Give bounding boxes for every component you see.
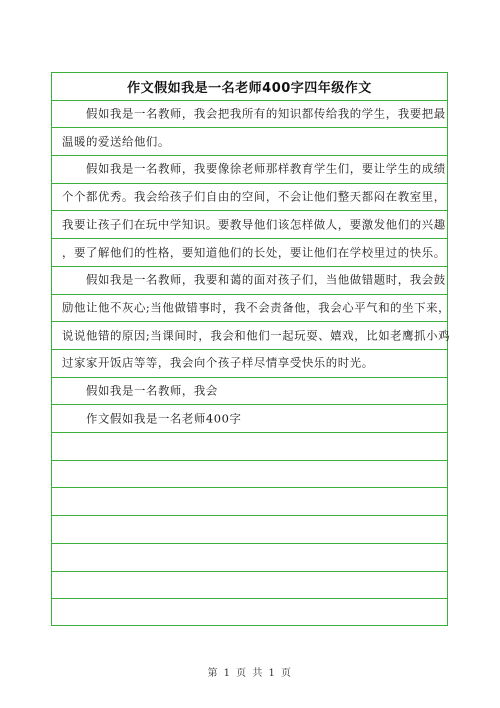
essay-line xyxy=(52,101,447,129)
essay-line-text: 个个都优秀。我会给孩子们自由的空间，不会让他们整天都闷在教室里， xyxy=(62,189,446,204)
essay-line-text: 励他让他不灰心;当他做错事时，我不会责备他，我会心平气和的坐下来， xyxy=(62,300,451,315)
document-title: 作文假如我是一名老师400字四年级作文 xyxy=(127,80,372,96)
essay-line xyxy=(52,350,447,378)
essay-line-text: 过家家开饭店等等，我会向个孩子样尽情享受快乐的时光。 xyxy=(62,356,374,371)
essay-line xyxy=(52,267,447,295)
essay-line-text: 假如我是一名教师，我会把我所有的知识都传给我的学生，我要把最 xyxy=(86,106,446,121)
essay-line-text: 温暖的爱送给他们。 xyxy=(62,134,170,149)
essay-line xyxy=(52,295,451,323)
essay-line xyxy=(52,322,451,350)
essay-line xyxy=(52,544,447,572)
essay-line-text: 我要让孩子们在玩中学知识。要教导他们该怎样做人，要激发他们的兴趣 xyxy=(62,217,446,232)
essay-line xyxy=(52,128,447,156)
essay-line xyxy=(52,405,447,433)
essay-line xyxy=(52,516,447,544)
essay-line xyxy=(52,156,447,184)
essay-line-text: 假如我是一名教师，我要像徐老师那样教育学生们，要让学生的成绩 xyxy=(86,162,446,177)
essay-line-text: ，要了解他们的性格，要知道他们的长处，要让他们在学校里过的快乐。 xyxy=(62,245,446,260)
essay-line-text: 说说他错的原因;当课间时，我会和他们一起玩耍、嬉戏，比如老鹰抓小鸡 xyxy=(62,328,451,343)
essay-line xyxy=(52,433,447,461)
page-footer: 第 1 页 共 1 页 xyxy=(207,668,293,679)
essay-line xyxy=(52,239,447,267)
essay-line xyxy=(52,212,447,240)
essay-line xyxy=(52,378,447,406)
essay-line xyxy=(52,489,447,517)
essay-line-text: 假如我是一名教师，我会 xyxy=(86,383,218,398)
essay-line xyxy=(52,572,447,600)
essay-line xyxy=(52,599,447,627)
title-row xyxy=(52,73,447,101)
essay-line-text: 作文假如我是一名老师400字 xyxy=(86,411,242,426)
essay-line xyxy=(52,461,447,489)
essay-line-text: 假如我是一名教师，我要和蔼的面对孩子们，当他做错题时，我会鼓 xyxy=(86,272,446,287)
essay-line xyxy=(52,184,447,212)
lined-essay-sheet xyxy=(51,72,451,626)
